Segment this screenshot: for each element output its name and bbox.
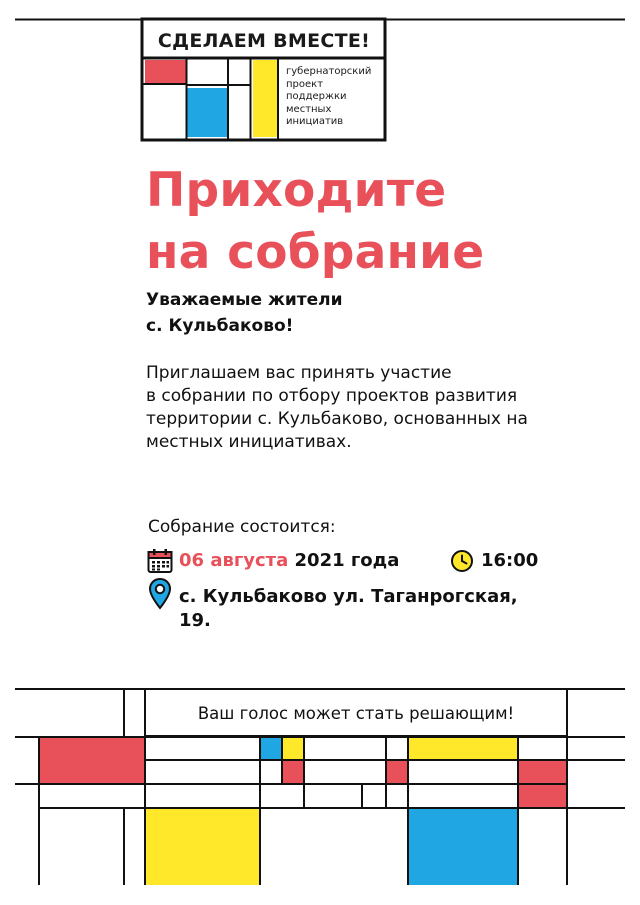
logo-title: СДЕЛАЕМ ВМЕСТЕ!: [157, 30, 371, 52]
logo-subtitle-line: губернаторский: [286, 66, 372, 77]
meeting-date-highlight: 06 августа: [179, 550, 289, 571]
invitation-line: местных инициативах.: [146, 432, 352, 452]
greeting-line1: Уважаемые жители: [146, 290, 343, 310]
logo-subtitle-line: поддержки: [286, 91, 347, 102]
meeting-address-line1: с. Кульбаково ул. Таганрогская,: [179, 586, 518, 607]
logo-subtitle-line: местных: [286, 103, 332, 115]
invitation-line: Приглашаем вас принять участие: [146, 363, 452, 383]
meeting-time: 16:00: [481, 550, 539, 571]
meeting-year: 2021 года: [294, 550, 400, 571]
footer-motto: Ваш голос может стать решающим!: [197, 704, 515, 723]
greeting-line2: с. Кульбаково!: [146, 316, 294, 336]
logo-subtitle-line: инициатив: [286, 116, 344, 127]
invitation-line: в собрании по отбору проектов развития: [146, 386, 518, 406]
headline-line2: на собрание: [146, 225, 485, 280]
logo-subtitle-line: проект: [286, 78, 324, 90]
invitation-line: территории с. Кульбаково, основанных на: [146, 409, 528, 429]
headline-line1: Приходите: [146, 163, 447, 218]
meeting-label: Собрание состоится:: [148, 517, 336, 537]
meeting-address-line2: 19.: [179, 610, 211, 631]
